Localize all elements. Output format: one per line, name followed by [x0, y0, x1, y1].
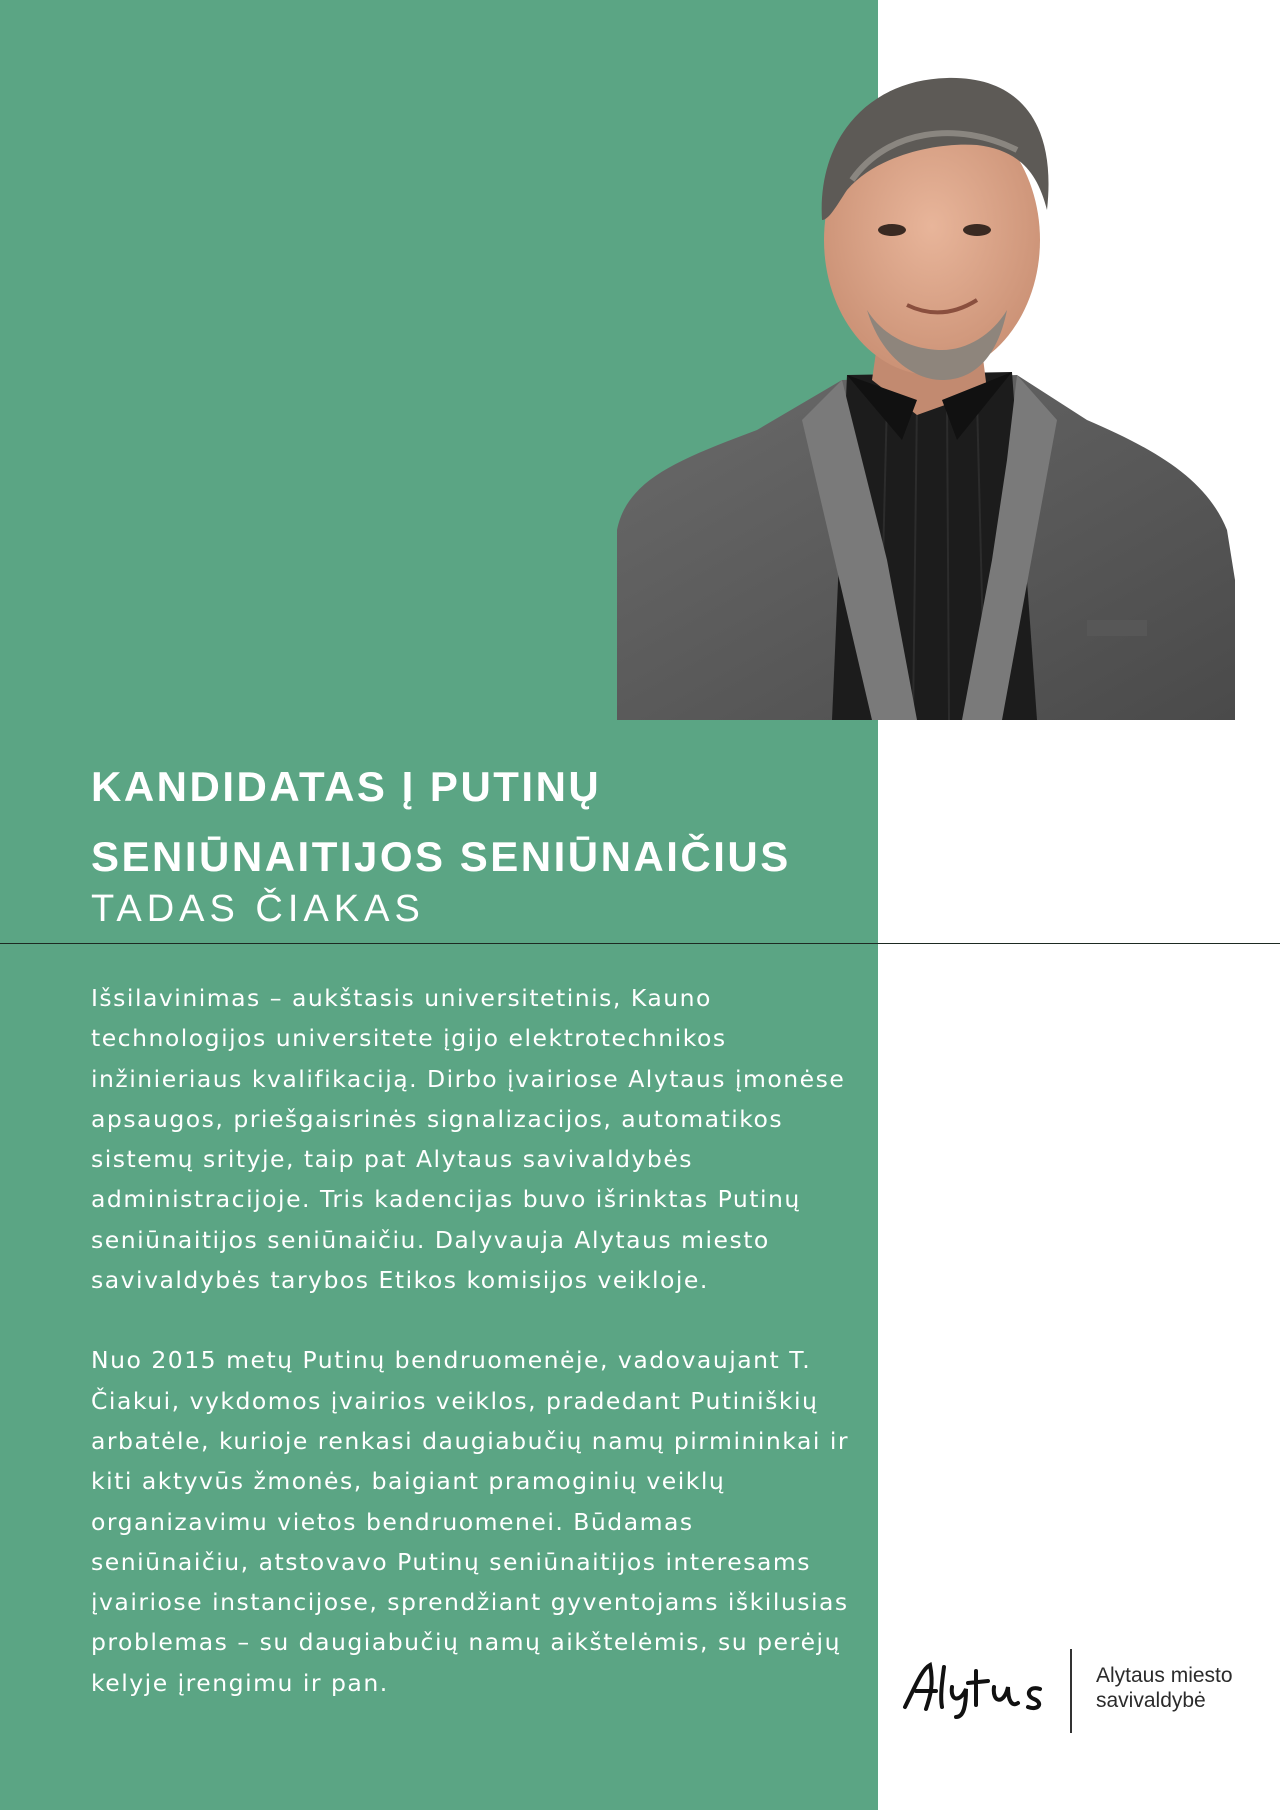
logo-text	[1096, 1663, 1233, 1713]
alytus-logo	[900, 1645, 1240, 1735]
logo-line-1: Alytaus miesto	[1096, 1664, 1233, 1687]
bio-text	[91, 978, 861, 1743]
divider	[0, 943, 1280, 944]
logo-line-2: savivaldybė	[1096, 1689, 1206, 1712]
bio-paragraph-1: Išsilavinimas – aukštasis universitetinis, Kauno technologijos universitete įgijo elektrotechnikos inžinieriaus kvalifikaciją. Dirbo įvairiose Alytaus įmonėse apsaugos, priešgaisrinės signalizacijos, automatikos sistemų srityje, taip pat Alytaus savivaldybės administracijoje. Tris kadencijas buvo išrinktas Putinų seniūnaitijos seniūnaičiu. Dalyvauja Alytaus miesto savivaldybės tarybos Etikos komisijos veikloje.	[91, 984, 846, 1295]
logo-separator	[1070, 1649, 1072, 1733]
bio-paragraph-2: Nuo 2015 metų Putinų bendruomenėje, vadovaujant T. Čiakui, vykdomos įvairios veiklos, pradedant Putiniškių arbatėle, kurioje renkasi daugiabučių namų pirmininkai ir kiti aktyvūs žmonės, baigiant pramoginių veiklų organizavimu vietos bendruomenei. Būdamas seniūnaičiu, atstovavo Putinų seniūnaitijos interesams įvairiose instancijose, sprendžiant gyventojams iškilusias problemas – su daugiabučių namų aikštelėmis, su perėjų kelyje įrengimu ir pan.	[91, 1346, 850, 1697]
candidate-photo	[617, 60, 1235, 720]
page-title	[91, 752, 881, 892]
title-line-1: KANDIDATAS Į PUTINŲ	[91, 763, 602, 810]
candidate-name: TADAS ČIAKAS	[91, 888, 425, 930]
title-line-2: SENIŪNAITIJOS SENIŪNAIČIUS	[91, 833, 791, 880]
alytus-wordmark-logo	[900, 1657, 1050, 1719]
